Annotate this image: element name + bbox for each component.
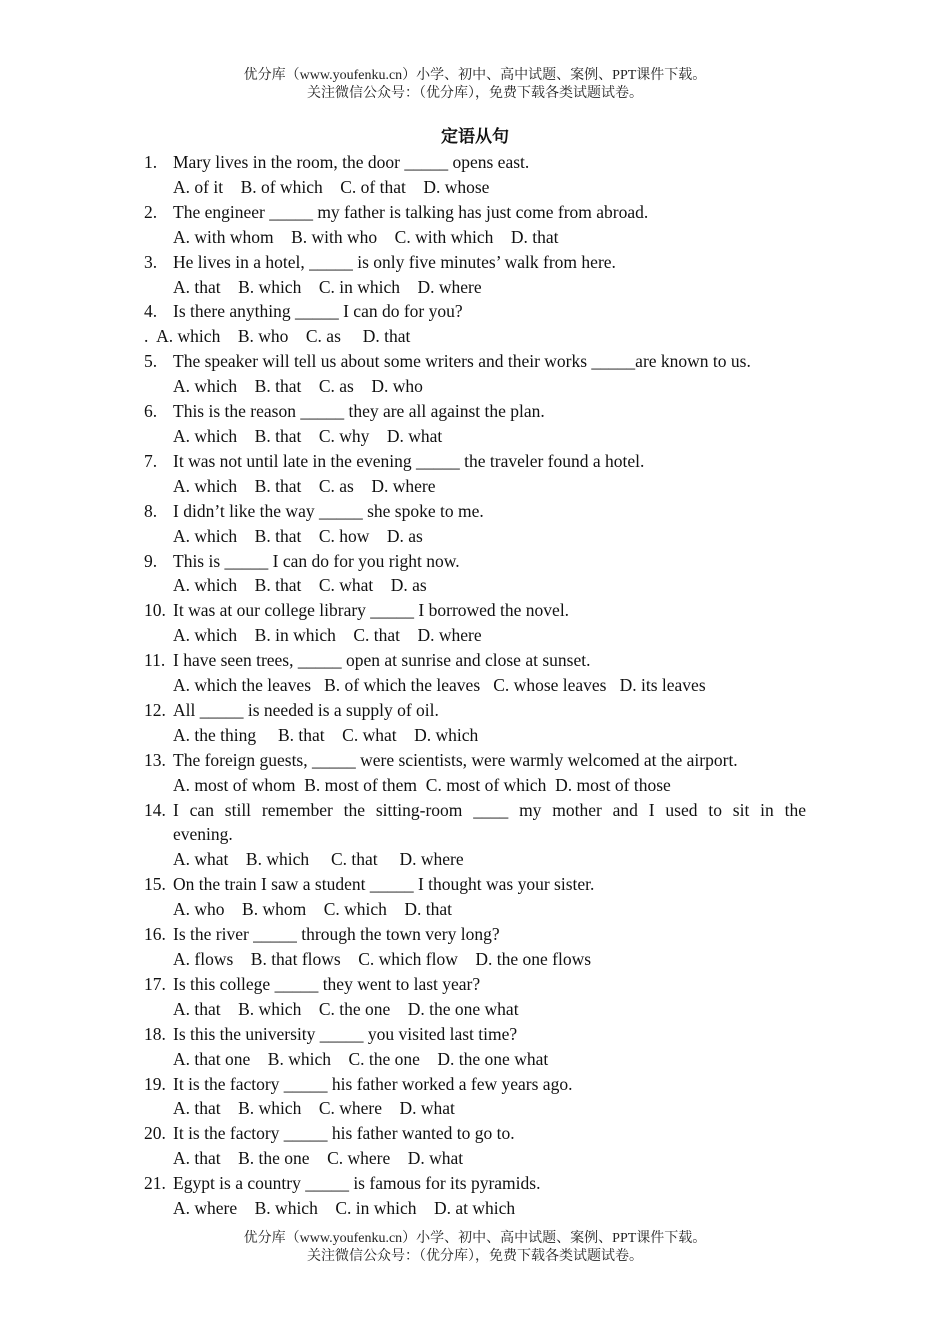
question-number: 15. xyxy=(144,874,166,895)
question-item xyxy=(144,299,806,349)
question-stem xyxy=(144,449,806,474)
question-text: It is the factory _____ his father worked a few years ago. xyxy=(173,1073,573,1094)
question-text: This is _____ I can do for you right now. xyxy=(173,550,460,571)
question-stem xyxy=(144,549,806,574)
question-number: 2. xyxy=(144,201,158,222)
header-line-1: 优分库（www.youfenku.cn）小学、初中、高中试题、案例、PPT课件下载。 xyxy=(243,68,707,83)
question-number: 11. xyxy=(144,650,166,671)
answer-options: A. which B. that C. how D. as xyxy=(173,525,423,546)
question-item xyxy=(144,598,806,648)
answer-options: A. which the leaves B. of which the leaves C. whose leaves D. its leaves xyxy=(173,675,706,696)
question-item xyxy=(144,798,806,873)
question-item xyxy=(144,972,806,1022)
question-text: It is the factory _____ his father wanted to go to. xyxy=(173,1123,515,1144)
question-text: This is the reason _____ they are all against the plan. xyxy=(173,401,545,422)
question-stem xyxy=(144,499,806,524)
question-stem xyxy=(144,748,806,773)
question-number: 20. xyxy=(144,1123,166,1144)
question-item xyxy=(144,648,806,698)
question-item xyxy=(144,549,806,599)
page-header xyxy=(0,67,950,103)
question-stem xyxy=(144,648,806,673)
answer-options: A. which B. that C. what D. as xyxy=(173,575,427,596)
question-stem xyxy=(144,200,806,225)
question-stem xyxy=(144,250,806,275)
answer-options: A. where B. which C. in which D. at which xyxy=(173,1198,516,1219)
question-number: 16. xyxy=(144,924,166,945)
question-text: I have seen trees, _____ open at sunrise and close at sunset. xyxy=(173,650,591,671)
answer-options: A. that B. which C. where D. what xyxy=(173,1098,455,1119)
question-stem xyxy=(144,1171,806,1196)
question-text: It was at our college library _____ I borrowed the novel. xyxy=(173,600,570,621)
page-footer xyxy=(0,1230,950,1266)
answer-options: A. that B. which C. in which D. where xyxy=(173,276,482,297)
question-number: 1. xyxy=(144,152,158,172)
question-item xyxy=(144,748,806,798)
question-text: I didn’t like the way _____ she spoke to me. xyxy=(173,500,484,521)
answer-options: A. which B. in which C. that D. where xyxy=(173,625,482,646)
answer-options: A. most of whom B. most of them C. most of which D. most of those xyxy=(173,774,671,795)
question-item xyxy=(144,1022,806,1072)
question-number: 4. xyxy=(144,301,158,322)
question-item xyxy=(144,698,806,748)
question-number: 12. xyxy=(144,699,166,720)
question-text: Is this the university _____ you visited last time? xyxy=(173,1023,518,1044)
question-item xyxy=(144,449,806,499)
question-stem xyxy=(144,1022,806,1047)
question-number: 7. xyxy=(144,450,158,471)
question-item xyxy=(144,399,806,449)
answer-options: A. which B. that C. as D. who xyxy=(173,376,423,397)
question-item xyxy=(144,150,806,200)
answer-options: A. flows B. that flows C. which flow D. the one flows xyxy=(173,949,592,969)
footer-line-2: 关注微信公众号：（优分库），免费下载各类试题试卷。 xyxy=(307,1249,643,1264)
question-text: The foreign guests, _____ were scientists, were warmly welcomed at the airport. xyxy=(173,749,738,770)
question-stem xyxy=(144,299,806,324)
answer-options: A. who B. whom C. which D. that xyxy=(173,899,453,920)
question-item xyxy=(144,200,806,250)
question-stem xyxy=(144,150,806,175)
answer-options: A. of it B. of which C. of that D. whose xyxy=(173,176,490,197)
answer-options: A. the thing B. that C. what D. which xyxy=(173,724,479,745)
header-line-2: 关注微信公众号：（优分库），免费下载各类试题试卷。 xyxy=(307,86,643,101)
question-text: All _____ is needed is a supply of oil. xyxy=(173,699,439,720)
question-item xyxy=(144,1171,806,1221)
answer-options: A. that B. the one C. where D. what xyxy=(173,1148,464,1169)
question-item xyxy=(144,499,806,549)
question-text: Egypt is a country _____ is famous for its pyramids. xyxy=(173,1173,541,1194)
question-number: 6. xyxy=(144,401,158,422)
question-item xyxy=(144,922,806,972)
question-text-continuation: evening. xyxy=(173,824,233,845)
answer-options: A. that B. which C. the one D. the one what xyxy=(173,998,519,1019)
question-number: 5. xyxy=(144,351,158,372)
question-text: The speaker will tell us about some writers and their works _____are known to us. xyxy=(173,351,751,372)
question-text: I can still remember the sitting-room ____ my mother and I used to sit in the xyxy=(173,799,806,820)
document-title: 定语从句 xyxy=(441,127,509,146)
question-item xyxy=(144,1121,806,1171)
question-item xyxy=(144,349,806,399)
question-text: On the train I saw a student _____ I thought was your sister. xyxy=(173,874,595,895)
question-stem xyxy=(144,872,806,897)
question-stem xyxy=(144,922,806,947)
question-text: Is there anything _____ I can do for you? xyxy=(173,301,463,322)
footer-line-1: 优分库（www.youfenku.cn）小学、初中、高中试题、案例、PPT课件下载。 xyxy=(243,1231,707,1246)
question-stem xyxy=(144,1072,806,1097)
question-number: 14. xyxy=(144,799,166,820)
answer-options: . A. which B. who C. as D. that xyxy=(144,326,411,347)
question-number: 10. xyxy=(144,600,166,621)
question-number: 17. xyxy=(144,973,166,994)
question-text: He lives in a hotel, _____ is only five minutes’ walk from here. xyxy=(173,251,616,272)
question-stem xyxy=(144,798,806,823)
question-stem xyxy=(144,349,806,374)
question-stem xyxy=(144,598,806,623)
question-stem xyxy=(144,972,806,997)
answer-options: A. what B. which C. that D. where xyxy=(173,849,464,870)
question-stem xyxy=(144,698,806,723)
question-list xyxy=(144,150,806,1221)
question-item xyxy=(144,872,806,922)
question-stem xyxy=(144,1121,806,1146)
question-text: The engineer _____ my father is talking has just come from abroad. xyxy=(173,201,649,222)
question-number: 19. xyxy=(144,1073,166,1094)
question-text: Is the river _____ through the town very long? xyxy=(173,924,500,945)
question-text: Is this college _____ they went to last year? xyxy=(173,973,481,994)
question-number: 18. xyxy=(144,1023,166,1044)
question-item xyxy=(144,1072,806,1122)
question-number: 9. xyxy=(144,550,158,571)
question-stem xyxy=(144,399,806,424)
answer-options: A. with whom B. with who C. with which D. that xyxy=(173,226,559,247)
question-number: 21. xyxy=(144,1173,166,1194)
question-text: Mary lives in the room, the door _____ opens east. xyxy=(173,152,530,172)
question-item xyxy=(144,250,806,300)
question-number: 8. xyxy=(144,500,158,521)
answer-options: A. that one B. which C. the one D. the one what xyxy=(173,1048,549,1069)
question-number: 13. xyxy=(144,749,166,770)
question-text: It was not until late in the evening _____ the traveler found a hotel. xyxy=(173,450,645,471)
answer-options: A. which B. that C. as D. where xyxy=(173,475,436,496)
question-number: 3. xyxy=(144,251,158,272)
answer-options: A. which B. that C. why D. what xyxy=(173,425,443,446)
